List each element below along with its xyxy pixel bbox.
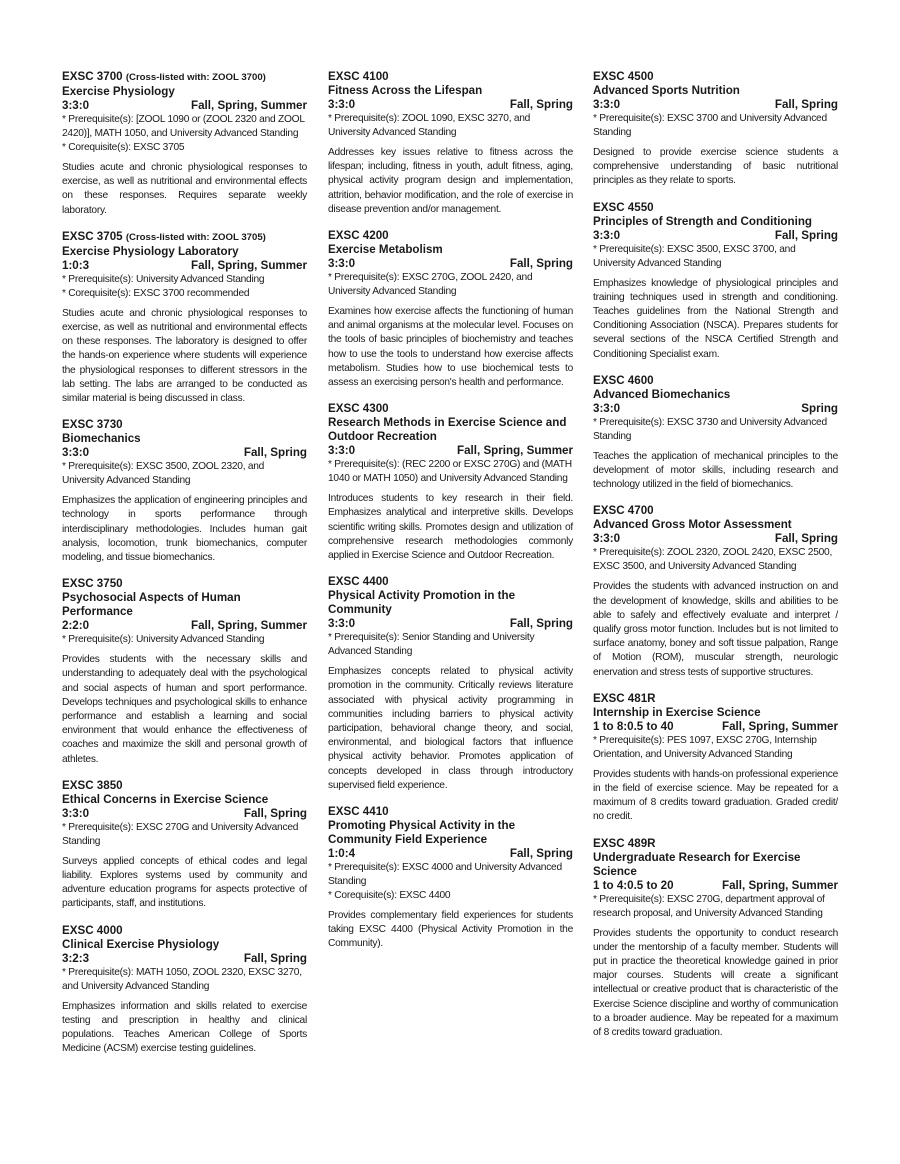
course-entry	[328, 575, 573, 793]
course-terms: Fall, Spring	[243, 806, 307, 820]
course-code: EXSC 4500	[593, 70, 654, 83]
course-terms: Fall, Spring	[243, 951, 307, 965]
course-description: Provides students the opportunity to conduct research under the mentorship of a faculty member. Students will put in practice the theoretical knowledge gained in prior major courses. Students will create a significant intellectual or creative product that is characteristic of the Exercise Science discipline and worthy of communication to a broader audience. May be repeated for a maximum of 8 credits toward graduation.	[593, 927, 838, 1039]
course-title: Internship in Exercise Science	[593, 705, 761, 719]
course-description: Studies acute and chronic physiological responses to exercise, as well as nutritional and environmental effects on these responses. The laboratory is designed to offer the hands-on experience where students will experience the physiological responses to different stressors in the lab setting. The labs are arranged to be conducted as similar material is being discussed in class.	[62, 307, 307, 405]
course-title: Ethical Concerns in Exercise Science	[62, 792, 269, 806]
course-terms: Fall, Spring, Summer	[191, 99, 307, 112]
course-title: Principles of Strength and Conditioning	[593, 214, 812, 228]
course-terms: Fall, Spring, Summer	[457, 444, 573, 458]
course-terms: Fall, Spring	[509, 257, 573, 271]
course-code: EXSC 4700	[593, 504, 654, 518]
course-meta	[328, 444, 573, 458]
course-code-line	[62, 924, 307, 938]
course-requisite: * Prerequisite(s): (REC 2200 or EXSC 270G) and (MATH 1040 or MATH 1050) and University Advanced Standing	[328, 459, 572, 485]
course-requisite: * Prerequisite(s): EXSC 3500, ZOOL 2320, and University Advanced Standing	[62, 461, 265, 487]
course-code-line	[593, 70, 838, 84]
course-credits: 3:3:0	[328, 257, 356, 271]
course-meta	[593, 879, 838, 893]
course-code: EXSC 4300	[328, 402, 389, 416]
course-meta	[328, 98, 573, 112]
course-credits: 3:3:0	[328, 444, 356, 458]
course-description: Addresses key issues relative to fitness across the lifespan; including, fitness in youth, adult fitness, aging, physical activity program design and implementation, attrition, behavior modification, and the role of exercise in disease prevention and/or management.	[328, 147, 573, 215]
catalog-column-3	[593, 70, 838, 1052]
course-requisite: * Prerequisite(s): University Advanced Standing	[62, 273, 265, 285]
course-terms: Fall, Spring	[509, 617, 573, 631]
course-code-line	[328, 402, 573, 416]
course-entry	[62, 418, 307, 565]
course-title: Research Methods in Exercise Science and Outdoor Recreation	[328, 416, 567, 444]
course-entry	[328, 70, 573, 217]
course-code-line	[593, 504, 838, 518]
course-entry	[328, 229, 573, 390]
course-meta	[593, 98, 838, 112]
course-meta	[62, 99, 307, 113]
course-code: EXSC 481R	[593, 691, 656, 705]
course-code: EXSC 489R	[593, 836, 656, 850]
course-code: EXSC 4410	[328, 805, 389, 819]
course-title: Advanced Sports Nutrition	[593, 84, 740, 97]
cross-listing: (Cross-listed with: ZOOL 3705)	[125, 231, 266, 243]
course-meta	[328, 257, 573, 271]
course-title: Exercise Physiology Laboratory	[62, 244, 239, 258]
course-entry	[62, 924, 307, 1057]
course-title: Promoting Physical Activity in the Community Field Experience	[328, 819, 516, 847]
course-title: Exercise Metabolism	[328, 243, 443, 257]
course-entry	[593, 374, 838, 493]
course-meta	[62, 952, 307, 966]
course-meta	[328, 847, 573, 861]
course-code: EXSC 3705	[62, 229, 123, 243]
course-requisite: * Prerequisite(s): ZOOL 1090, EXSC 3270, and University Advanced Standing	[328, 113, 531, 138]
course-code-line	[593, 837, 838, 851]
catalog-column-1	[62, 70, 307, 1069]
course-entry	[328, 805, 573, 952]
course-credits: 1:0:3	[62, 258, 90, 272]
course-terms: Fall, Spring, Summer	[191, 619, 307, 633]
course-requisite: * Prerequisite(s): EXSC 3700 and University Advanced Standing	[593, 113, 827, 138]
course-meta	[593, 402, 838, 416]
course-requisite: * Prerequisite(s): EXSC 3500, EXSC 3700, and University Advanced Standing	[593, 243, 796, 269]
course-title: Fitness Across the Lifespan	[328, 84, 483, 97]
course-description: Studies acute and chronic physiological responses to exercise, as well as nutritional and environmental effects on these responses. Requires separate weekly laboratory.	[62, 162, 307, 216]
course-code-line	[593, 374, 838, 388]
course-description: Provides students with hands-on professional experience in the field of exercise science. May be repeated for a maximum of 8 credits toward graduation. Graded credit/ no credit.	[593, 768, 838, 823]
course-meta	[62, 619, 307, 633]
course-entry	[62, 70, 307, 218]
course-description: Teaches the application of mechanical principles to the development of motor skills, including research and technology utilized in the field of biomechanics.	[593, 450, 838, 491]
course-code-line	[328, 70, 573, 84]
course-requisite: * Prerequisite(s): EXSC 270G, department approval of research proposal, and University Advanced Standing	[593, 893, 825, 919]
course-requisite: * Prerequisite(s): EXSC 3730 and University Advanced Standing	[593, 416, 827, 442]
course-title: Advanced Biomechanics	[593, 387, 731, 401]
course-code: EXSC 4600	[593, 373, 654, 387]
course-title: Psychosocial Aspects of Human Performance	[62, 591, 241, 619]
course-credits: 3:3:0	[593, 228, 621, 242]
course-code: EXSC 4400	[328, 575, 389, 589]
course-title: Physical Activity Promotion in the Community	[328, 589, 516, 617]
course-entry	[593, 201, 838, 362]
course-entry	[593, 70, 838, 189]
course-code: EXSC 4550	[593, 200, 654, 214]
course-entry	[593, 692, 838, 825]
course-code-line	[62, 418, 307, 432]
course-credits: 1 to 8:0.5 to 40	[593, 719, 674, 733]
course-credits: 1 to 4:0.5 to 20	[593, 878, 674, 892]
course-credits: 3:3:0	[593, 532, 621, 546]
course-title: Biomechanics	[62, 432, 141, 446]
course-description: Surveys applied concepts of ethical codes and legal liability. Explores systems used by community and adventure education programs for aspects protective of participants, staff, and institutions.	[62, 855, 307, 910]
course-requisite: * Corequisite(s): EXSC 3705	[62, 142, 185, 153]
course-requisite: * Prerequisite(s): [ZOOL 1090 or (ZOOL 2320 and ZOOL 2420)], MATH 1050, and University Advanced Standing	[62, 114, 305, 139]
course-description: Examines how exercise affects the functioning of human and animal organisms at the molecular level. Focuses on the tools of basic principles of biochemistry and teaches how to use the tools to understand how exercise affects metabolism. Studies how to use biochemical tests to assess an exercising person's health and performance.	[328, 306, 573, 389]
course-code-line	[328, 575, 573, 589]
course-entry	[593, 504, 838, 679]
course-meta	[593, 532, 838, 546]
course-terms: Fall, Spring, Summer	[191, 258, 307, 272]
course-terms: Fall, Spring	[774, 98, 838, 111]
course-entry	[62, 779, 307, 912]
course-title: Advanced Gross Motor Assessment	[593, 518, 792, 532]
course-description: Emphasizes concepts related to physical activity promotion in the community. Critically reviews literature associated with physical activity programming in communities including barriers to physical activity participation, behavioral change theory, and social, environmental, and biological factors that influence physical activity behavior. Promotes application of concepts developed in class through introductory supervised field experience.	[328, 666, 573, 791]
catalog-column-2	[328, 70, 573, 964]
course-code-line	[328, 229, 573, 243]
course-entry	[62, 230, 307, 406]
course-code-line	[593, 201, 838, 215]
course-meta	[62, 807, 307, 821]
course-code-line	[62, 779, 307, 793]
course-code: EXSC 3850	[62, 778, 123, 792]
course-meta	[328, 617, 573, 631]
course-terms: Fall, Spring	[774, 532, 838, 546]
course-terms: Spring	[801, 401, 838, 415]
course-terms: Fall, Spring, Summer	[722, 719, 838, 733]
course-entry	[593, 837, 838, 1041]
course-meta	[62, 259, 307, 273]
cross-listing: (Cross-listed with: ZOOL 3700)	[125, 72, 266, 83]
course-requisite: * Prerequisite(s): Senior Standing and University Advanced Standing	[328, 632, 535, 658]
course-code: EXSC 3700	[62, 70, 123, 83]
course-requisite: * Corequisite(s): EXSC 3700 recommended	[62, 287, 250, 299]
course-terms: Fall, Spring	[509, 98, 573, 111]
course-description: Provides the students with advanced instruction on and the development of knowledge, skills and abilities to be able to safely and effectively evaluate and interpret / qualify gross motor function. Includes but is not limited to surface anatomy, boney and soft tissue palpation, Range of Motion (ROM), muscular strength, neurologic enervation and stress tests of supportive structures.	[593, 581, 838, 678]
course-requisite: * Prerequisite(s): MATH 1050, ZOOL 2320, EXSC 3270, and University Advanced Standing	[62, 966, 302, 992]
course-code-line	[62, 577, 307, 591]
course-code-line	[62, 70, 307, 85]
course-terms: Fall, Spring	[243, 446, 307, 460]
course-entry	[328, 402, 573, 563]
course-title: Undergraduate Research for Exercise Science	[593, 850, 801, 878]
course-description: Provides complementary field experiences for students taking EXSC 4400 (Physical Activity Promotion in the Community).	[328, 910, 573, 950]
course-description: Emphasizes knowledge of physiological principles and training techniques used in strength and conditioning. Teaches guidelines from the National Strength and Conditioning Association (NSCA). Prepares students for several sections of the NSCA Certified Strength and Conditioning Specialist exam.	[593, 277, 838, 360]
course-requisite: * Prerequisite(s): EXSC 270G and University Advanced Standing	[62, 821, 299, 847]
course-credits: 3:3:0	[62, 446, 90, 460]
course-entry	[62, 577, 307, 767]
course-code-line	[328, 805, 573, 819]
course-meta	[593, 720, 838, 734]
course-requisite: * Prerequisite(s): EXSC 270G, ZOOL 2420, and University Advanced Standing	[328, 272, 533, 298]
course-code: EXSC 3730	[62, 418, 123, 432]
course-code-line	[593, 692, 838, 706]
course-terms: Fall, Spring, Summer	[722, 878, 838, 892]
course-description: Designed to provide exercise science students a comprehensive understanding of basic nutritional principles as they relate to sports.	[593, 147, 838, 187]
course-requisite: * Corequisite(s): EXSC 4400	[328, 890, 451, 902]
course-credits: 3:3:0	[593, 401, 621, 415]
course-credits: 3:2:3	[62, 951, 90, 965]
course-credits: 1:0:4	[328, 847, 356, 861]
course-requisite: * Prerequisite(s): ZOOL 2320, ZOOL 2420, EXSC 2500, EXSC 3500, and University Advanced Standing	[593, 547, 833, 573]
course-code: EXSC 4000	[62, 923, 123, 937]
course-code: EXSC 3750	[62, 577, 123, 591]
course-credits: 2:2:0	[62, 619, 90, 633]
course-requisite: * Prerequisite(s): PES 1097, EXSC 270G, Internship Orientation, and University Advanced Standing	[593, 734, 817, 760]
course-code: EXSC 4200	[328, 229, 389, 243]
course-code: EXSC 4100	[328, 70, 389, 83]
course-title: Clinical Exercise Physiology	[62, 937, 220, 951]
course-requisite: * Prerequisite(s): EXSC 4000 and University Advanced Standing	[328, 862, 562, 888]
course-credits: 3:3:0	[328, 98, 356, 111]
course-description: Emphasizes the application of engineering principles and technology in sports performance through interdisciplinary methodologies. Includes human gait analysis, locomotion, trunk biomechanics, computer modeling, and tissue biomechanics.	[62, 495, 307, 564]
course-description: Emphasizes information and skills related to exercise testing and prescription in healthy and clinical populations. Teaches American College of Sports Medicine (ACSM) exercise testing guidelines.	[62, 1000, 307, 1055]
course-credits: 3:3:0	[328, 617, 356, 631]
course-terms: Fall, Spring	[509, 847, 573, 861]
course-description: Provides students with the necessary skills and understanding to adequately deal with the psychological and social aspects of human and sport performance. Develops techniques and psychological skills to enhance performance and establish a learning and social environment that would enhance the effectiveness of coaches and maximize the skill and personal growth of athletes.	[62, 654, 307, 765]
course-code-line	[62, 230, 307, 245]
course-meta	[62, 446, 307, 460]
course-credits: 3:3:0	[62, 99, 90, 112]
course-credits: 3:3:0	[62, 806, 90, 820]
course-meta	[593, 229, 838, 243]
course-description: Introduces students to key research in their field. Emphasizes analytical and interpretive skills. Develops scientific writing skills. Promotes design and utilization of comprehensive research methodologies commonly applied in Exercise Science and Outdoor Recreation.	[328, 493, 573, 562]
course-credits: 3:3:0	[593, 98, 621, 111]
course-requisite: * Prerequisite(s): University Advanced Standing	[62, 634, 265, 646]
course-terms: Fall, Spring	[774, 228, 838, 242]
course-title: Exercise Physiology	[62, 85, 175, 98]
